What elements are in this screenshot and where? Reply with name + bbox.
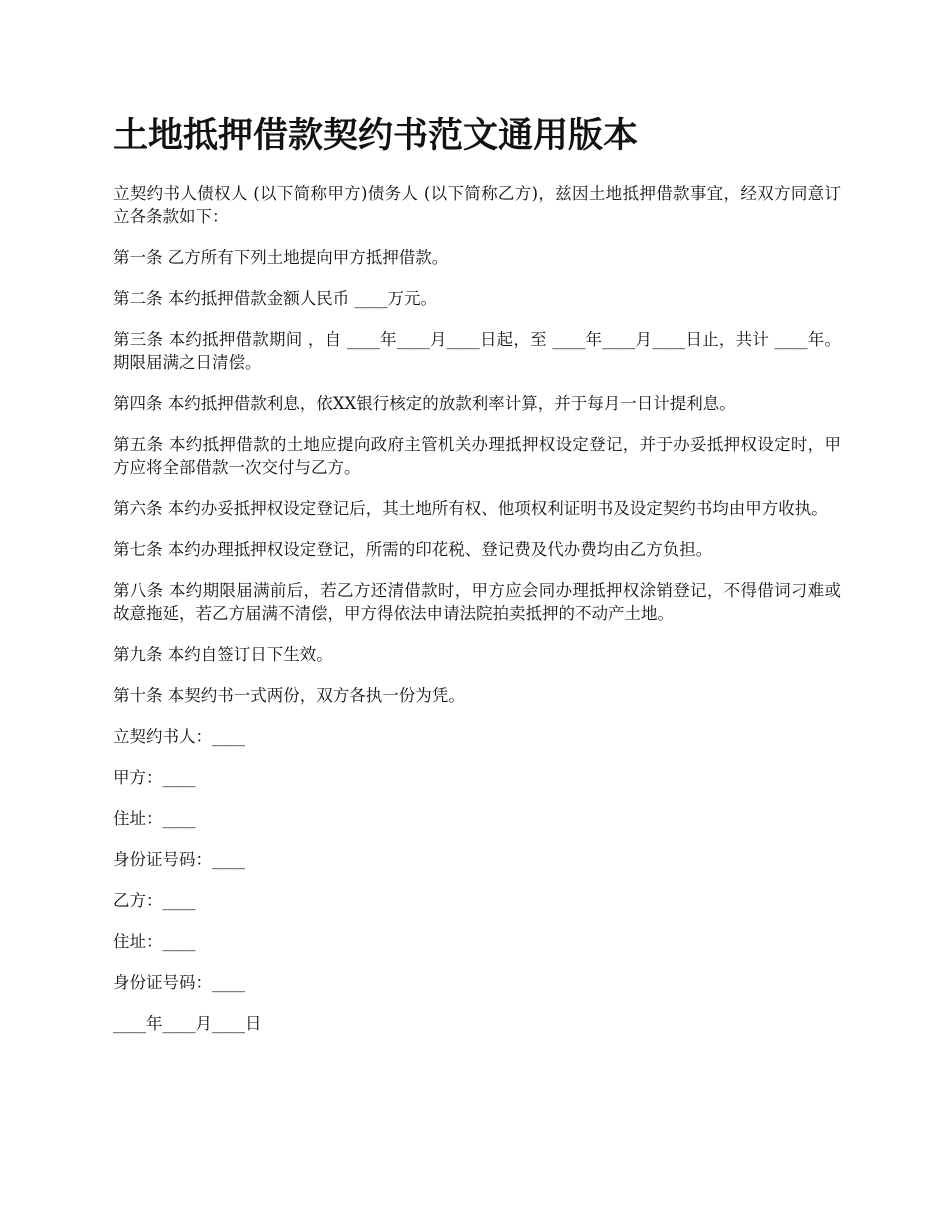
party-b-address-line: 住址：____: [113, 932, 196, 951]
clause-5: 第五条 本约抵押借款的土地应提向政府主管机关办理抵押权设定登记，并于办妥抵押权设定时，甲方应将全部借款一次交付与乙方。: [113, 435, 841, 477]
party-a-id-line: 身份证号码：____: [113, 850, 245, 869]
document-title: 土地抵押借款契约书范文通用版本: [113, 115, 639, 156]
party-b-line: 乙方：____: [113, 891, 196, 910]
clause-7: 第七条 本约办理抵押权设定登记，所需的印花税、登记费及代办费均由乙方负担。: [113, 540, 713, 559]
party-b-id-line: 身份证号码：____: [113, 973, 245, 992]
date-line: ____年____月____日: [113, 1014, 262, 1033]
party-a-address-line: 住址：____: [113, 809, 196, 828]
clause-4: 第四条 本约抵押借款利息，依XX银行核定的放款利率计算，并于每月一日计提利息。: [113, 394, 736, 413]
clause-3: 第三条 本约抵押借款期间 ，自 ____年____月____日起，至 ____年____月____日止，共计 ____年。期限届满之日清偿。: [113, 330, 841, 372]
clause-6: 第六条 本约办妥抵押权设定登记后，其土地所有权、他项权利证明书及设定契约书均由甲方收执。: [113, 499, 828, 518]
preamble-paragraph: 立契约书人债权人 (以下简称甲方)债务人 (以下简称乙方)，兹因土地抵押借款事宜，经双方同意订立各条款如下：: [113, 184, 841, 226]
signatory-line: 立契约书人：____: [113, 727, 245, 746]
document-page: [113, 112, 841, 1053]
clause-1: 第一条 乙方所有下列土地提向甲方抵押借款。: [113, 248, 449, 267]
clause-2: 第二条 本约抵押借款金额人民币 ____万元。: [113, 289, 437, 308]
clause-9: 第九条 本约自签订日下生效。: [113, 645, 333, 664]
party-a-line: 甲方：____: [113, 768, 196, 787]
clause-10: 第十条 本契约书一式两份，双方各执一份为凭。: [113, 686, 465, 705]
clause-8: 第八条 本约期限届满前后，若乙方还清借款时，甲方应会同办理抵押权涂销登记，不得借词刁难或故意拖延，若乙方届满不清偿，甲方得依法申请法院拍卖抵押的不动产土地。: [113, 581, 841, 623]
